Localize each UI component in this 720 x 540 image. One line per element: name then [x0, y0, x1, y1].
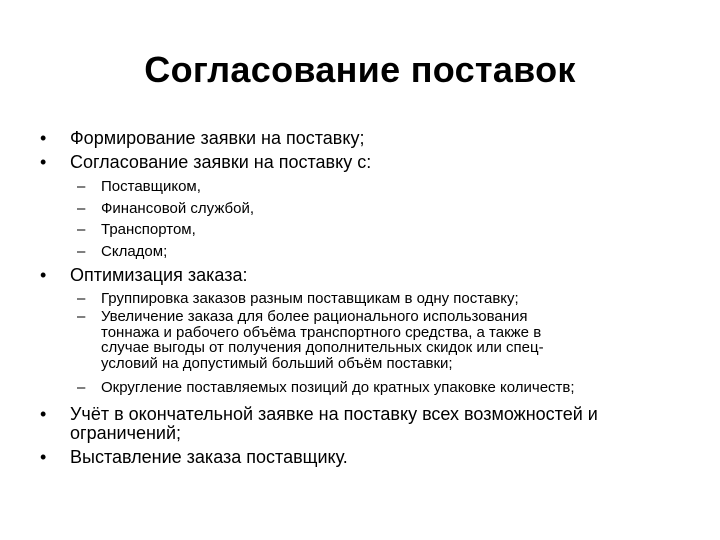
bullet-text-line: ограничений;	[70, 423, 182, 443]
bullet-text: Оптимизация заказа:	[70, 265, 248, 285]
bullet-item-1	[40, 128, 710, 148]
bullet-marker: •	[40, 447, 47, 467]
bullet-text: Выставление заказа поставщику.	[70, 447, 348, 467]
sub-item-text: Финансовой службой,	[101, 200, 254, 217]
dash-marker: –	[77, 308, 86, 325]
dash-marker: –	[77, 178, 86, 195]
sub-item-text-line: условий на допустимый больший объём поставки;	[101, 354, 453, 372]
dash-marker: –	[77, 200, 86, 217]
dash-marker: –	[77, 221, 86, 238]
sub-item	[77, 178, 701, 195]
bullet-item-5	[40, 447, 710, 467]
sub-item-text: Поставщиком,	[101, 178, 201, 195]
sub-item-text-line: Увеличение заказа для более рационального использования	[101, 308, 528, 325]
sub-item	[77, 221, 701, 238]
bullet-marker: •	[40, 404, 47, 424]
sub-item-text: Группировка заказов разным поставщикам в одну поставку;	[101, 290, 519, 307]
sub-item	[77, 200, 701, 217]
bullet-item-2	[40, 152, 710, 172]
sub-item	[77, 243, 701, 260]
sub-item-text-line: случае выгоды от получения дополнительных скидок или спец-	[101, 339, 544, 356]
bullet-item-3	[40, 265, 710, 285]
sub-item-text: Округление поставляемых позиций до кратных упаковке количеств;	[101, 379, 575, 396]
bullet-marker: •	[40, 152, 47, 172]
bullet-text: Согласование заявки на поставку с:	[70, 152, 372, 172]
sub-item	[77, 290, 691, 307]
bullet-marker: •	[40, 265, 47, 285]
dash-marker: –	[77, 379, 86, 396]
slide-title: Согласование поставок	[144, 49, 576, 90]
sub-item-text: Транспортом,	[101, 221, 196, 238]
sub-item-text-line: тоннажа и рабочего объёма транспортного средства, а также в	[101, 323, 542, 341]
bullet-marker: •	[40, 128, 47, 148]
sub-item	[77, 379, 691, 396]
bullet-text-line: Учёт в окончательной заявке на поставку всех возможностей и	[70, 404, 598, 424]
bullet-item-4	[40, 404, 710, 443]
dash-marker: –	[77, 243, 86, 260]
sub-item	[77, 308, 691, 372]
dash-marker: –	[77, 290, 86, 307]
bullet-text: Формирование заявки на поставку;	[70, 128, 365, 148]
sub-item-text: Складом;	[101, 243, 168, 260]
